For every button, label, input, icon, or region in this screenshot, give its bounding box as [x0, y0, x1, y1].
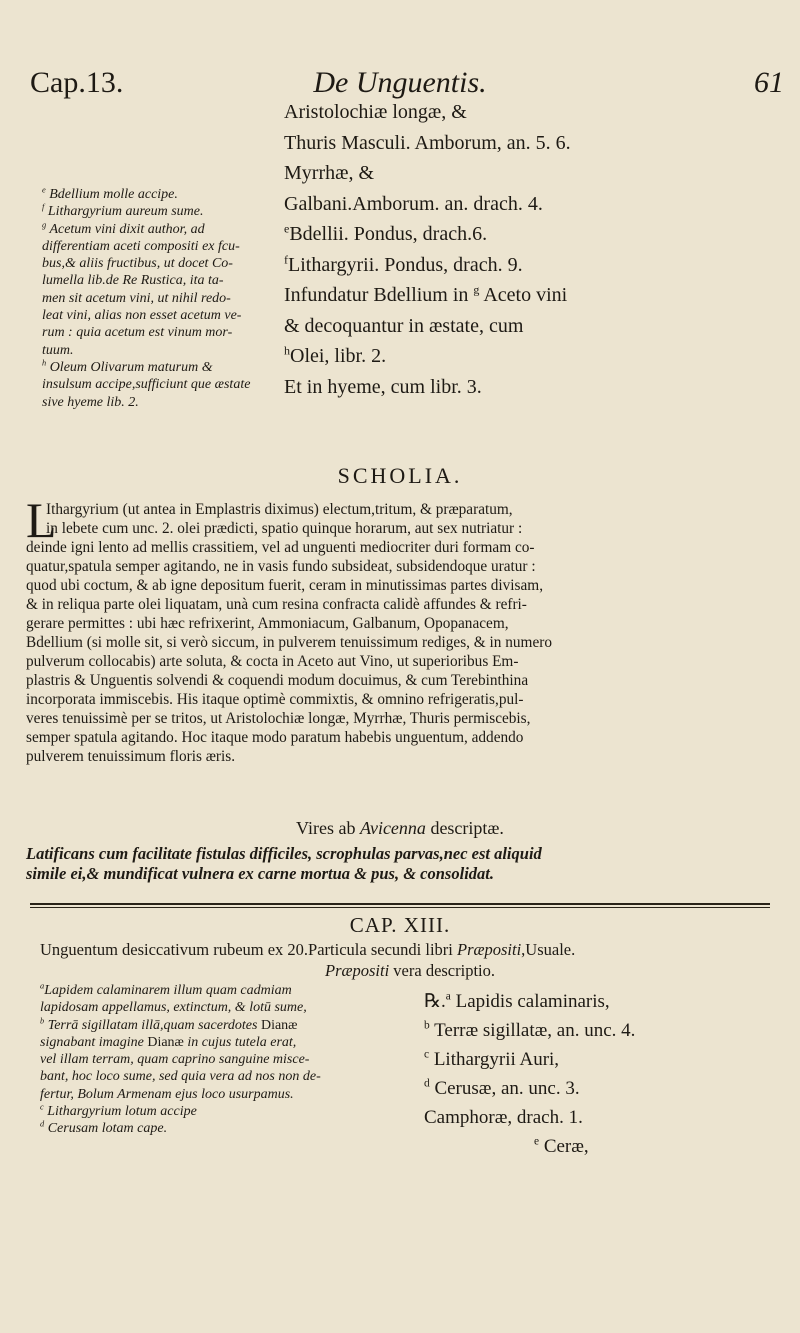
recipe-symbol: ℞.: [424, 991, 446, 1012]
note-line: $^e$ Bdellium molle accipe.: [42, 185, 178, 202]
scholia-line: & in reliqua parte olei liquatam, unà cum resina confracta calidè affundes & refri-: [26, 596, 527, 613]
scholia-line: gerare permittes : ubi hæc refrixerint, Ammoniacum, Galbanum, Opopanacem,: [26, 615, 509, 632]
note-line: bus,& aliis fructibus, ut docet Co-: [42, 256, 233, 272]
scholia-line: veres tenuissimè per se tritos, ut Aristolochiæ longæ, Myrrhæ, Thuris permiscebis,: [26, 710, 531, 727]
note-line: $^d$ Cerusam lotam cape.: [40, 1119, 168, 1137]
scholia-body: [26, 492, 776, 766]
note-line: men sit acetum vini, ut nihil redo-: [42, 290, 231, 306]
note-line: signabant imagine Dianæ in cujus tutela erat,: [40, 1034, 297, 1050]
chapter-heading: CAP. XIII.: [349, 913, 451, 937]
scholia-line: Bdellium (si molle sit, si verò siccum, in pulverem tenuissimum rediges, & in numero: [26, 634, 552, 651]
note-line: $^g$ Acetum vini dixit author, ad: [42, 219, 205, 237]
running-title: De Unguentis.: [313, 66, 487, 99]
scholia-line: quod ubi coctum, & ab igne depositum fuerit, ceram in minutissimas partes divisam,: [26, 577, 544, 594]
recipe-line: Thuris Masculi. Amborum, an. 5. 6.: [284, 131, 571, 154]
note-line: lumella lib.de Re Rustica, ita ta-: [42, 273, 224, 289]
scholia-line: pulverum collocabis) arte soluta, & cocta in Aceto aut Vino, ut superioribus Em-: [26, 653, 519, 670]
recipe-line: $^c$ Lithargyrii Auri,: [424, 1048, 560, 1070]
note-line: fertur, Bolum Armenam ejus loco usurpamus.: [40, 1086, 294, 1102]
section-divider: [30, 907, 770, 908]
note-line: tuum.: [42, 342, 74, 358]
recipe-line: & decoquantur in æstate, cum: [284, 314, 524, 337]
scholia-line: semper spatula agitando. Hoc itaque modo paratum habebis unguentum, addendo: [26, 729, 524, 746]
recipe-line: Camphoræ, drach. 1.: [424, 1107, 583, 1128]
section-divider: [30, 903, 770, 905]
note-line: $^a$Lapidem calaminarem illum quam cadmiam: [40, 981, 292, 998]
top-notes: [42, 186, 268, 411]
note-line: vel illam terram, quam caprino sanguine misce-: [40, 1052, 310, 1068]
recipe-line: Infundatur Bdellium in $^g$ Aceto vini: [284, 282, 568, 306]
vires-heading: Vires ab Avicenna descriptæ.: [296, 818, 504, 838]
recipe-line: Et in hyeme, cum libr. 3.: [284, 375, 482, 398]
recipe-line: $^h$Olei, libr. 2.: [284, 343, 387, 367]
recipe-line: $^d$ Cerusæ, an. unc. 3.: [424, 1077, 580, 1099]
scholia-line: deinde igni lento ad mellis crassitiem, vel ad unguenti mediocriter duri formam co-: [26, 539, 535, 556]
recipe-line: $^e$Bdellii. Pondus, drach.6.: [284, 221, 488, 245]
chapter-label: Cap.13.: [30, 66, 124, 99]
note-line: $^c$ Lithargyrium lotum accipe: [40, 1102, 197, 1120]
vires-line: Latificans cum facilitate fistulas difficiles, scrophulas parvas,nec est aliquid: [26, 844, 542, 863]
scholia-line: plastris & Unguentis solvendi & coquendi modum docuimus, & cum Terebinthina: [26, 672, 529, 689]
note-line: differentiam aceti compositi ex fcu-: [42, 238, 240, 254]
scholia-line: quatur,spatula semper agitando, ne in vasis fundo subsideat, subsidendoque uratur :: [26, 558, 536, 575]
recipe-line: $^f$Lithargyrii. Pondus, drach. 9.: [284, 251, 523, 276]
recipe-line: ℞.$^a$ Lapidis calaminaris,: [424, 990, 610, 1012]
note-line: rum : quia acetum est vinum mor-: [42, 325, 233, 341]
note-line: $^f$ Lithargyrium aureum sume.: [42, 202, 204, 220]
note-line: leat vini, alias non esset acetum ve-: [42, 308, 242, 324]
chapter-subtitle: Præpositi vera descriptio.: [324, 961, 496, 980]
chapter-intro: [40, 939, 780, 981]
page-number: 61: [754, 66, 784, 99]
note-line: lapidosam appellamus, extinctum, & lotū sume,: [40, 1000, 307, 1016]
scholia-line: pulverem tenuissimum floris æris.: [26, 748, 236, 765]
vires-text: [26, 844, 786, 884]
note-line: $^b$ Terrā sigillatam illā,quam sacerdotes Dianæ: [40, 1015, 298, 1033]
note-line: sive hyeme lib. 2.: [42, 394, 139, 410]
recipe-line: Galbani.Amborum. an. drach. 4.: [284, 192, 543, 215]
recipe-line: $^e$ Ceræ,: [534, 1135, 589, 1157]
scholia-heading: SCHOLIA.: [337, 463, 463, 488]
note-line: insulsum accipe,sufficiunt que æstate: [42, 377, 251, 393]
note-line: bant, hoc loco sume, sed quia vera ad nos non de-: [40, 1069, 321, 1085]
bottom-notes: [40, 982, 340, 1138]
recipe-line: $^b$ Terræ sigillatæ, an. unc. 4.: [424, 1019, 636, 1041]
recipe-line: Myrrhæ, &: [284, 162, 374, 184]
scholia-line: Ithargyrium (ut antea in Emplastris diximus) electum,tritum, & præparatum,: [46, 501, 513, 518]
drop-cap: L: [26, 492, 57, 548]
top-recipe: [284, 97, 784, 402]
scholia-line: incorporata immiscebis. His itaque optimè commixtis, & omnino refrigeratis,pul-: [26, 691, 524, 708]
bottom-recipe: [424, 987, 784, 1161]
chapter-intro-line: Unguentum desiccativum rubeum ex 20.Particula secundi libri Præpositi,Usuale.: [40, 940, 576, 959]
recipe-line: Aristolochiæ longæ, &: [284, 101, 467, 123]
note-line: $^h$ Oleum Olivarum maturum &: [42, 358, 213, 375]
scholia-line: in lebete cum unc. 2. olei prædicti, spatio quinque horarum, aut sex nutriatur :: [46, 520, 523, 537]
vires-line: simile ei,& mundificat vulnera ex carne mortua & pus, & consolidat.: [26, 864, 494, 883]
